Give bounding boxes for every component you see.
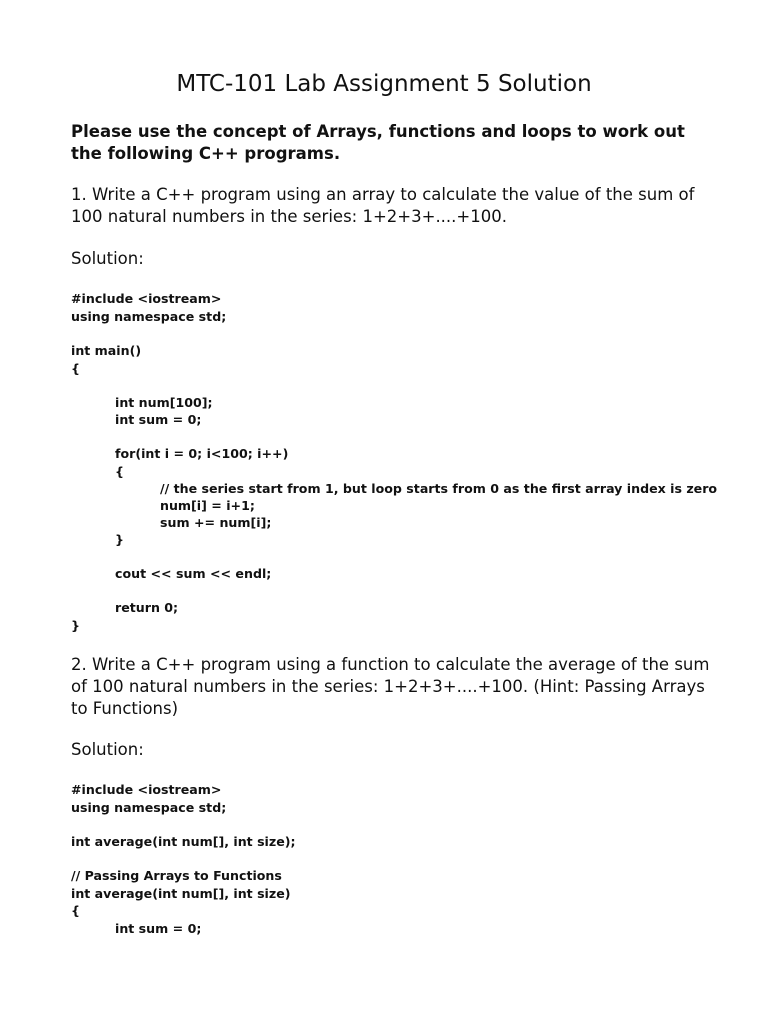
code-line: int main() bbox=[71, 343, 142, 358]
question-1: 1. Write a C++ program using an array to calculate the value of the sum of 100 natural numbers in the series: 1+2+3+....+100. bbox=[71, 185, 695, 226]
code-line: { bbox=[115, 464, 124, 479]
solution-label-1: Solution: bbox=[71, 249, 144, 268]
solution-label-2: Solution: bbox=[71, 740, 144, 759]
code-line: for(int i = 0; i<100; i++) bbox=[115, 446, 289, 461]
code-line: return 0; bbox=[115, 600, 179, 615]
code-line: } bbox=[115, 532, 124, 547]
code-comment: // the series start from 1, but loop starts from 0 as the first array index is zero bbox=[160, 481, 718, 496]
code-line: using namespace std; bbox=[71, 309, 227, 324]
code-block-2 bbox=[71, 781, 711, 941]
code-line: using namespace std; bbox=[71, 800, 227, 815]
code-line: num[i] = i+1; bbox=[160, 498, 255, 513]
document-title: MTC-101 Lab Assignment 5 Solution bbox=[176, 71, 592, 97]
code-line: { bbox=[71, 361, 80, 376]
code-line: } bbox=[71, 618, 80, 633]
assignment-instructions: Please use the concept of Arrays, functions and loops to work out the following C++ programs. bbox=[71, 122, 685, 163]
code-block-1 bbox=[71, 290, 718, 640]
code-line: cout << sum << endl; bbox=[115, 566, 272, 581]
question-2: 2. Write a C++ program using a function to calculate the average of the sum of 100 natural numbers in the series: 1+2+3+....+100. (Hint: Passing Arrays to Functions) bbox=[71, 655, 710, 718]
code-line: { bbox=[71, 903, 80, 918]
code-line: int sum = 0; bbox=[115, 412, 202, 427]
code-comment: // Passing Arrays to Functions bbox=[71, 868, 282, 883]
code-line: sum += num[i]; bbox=[160, 515, 272, 530]
code-line: int average(int num[], int size); bbox=[71, 834, 296, 849]
code-line: #include <iostream> bbox=[71, 291, 222, 306]
code-line: int average(int num[], int size) bbox=[71, 886, 291, 901]
code-line: int sum = 0; bbox=[115, 921, 202, 936]
code-line: #include <iostream> bbox=[71, 782, 222, 797]
code-line: int num[100]; bbox=[115, 395, 213, 410]
